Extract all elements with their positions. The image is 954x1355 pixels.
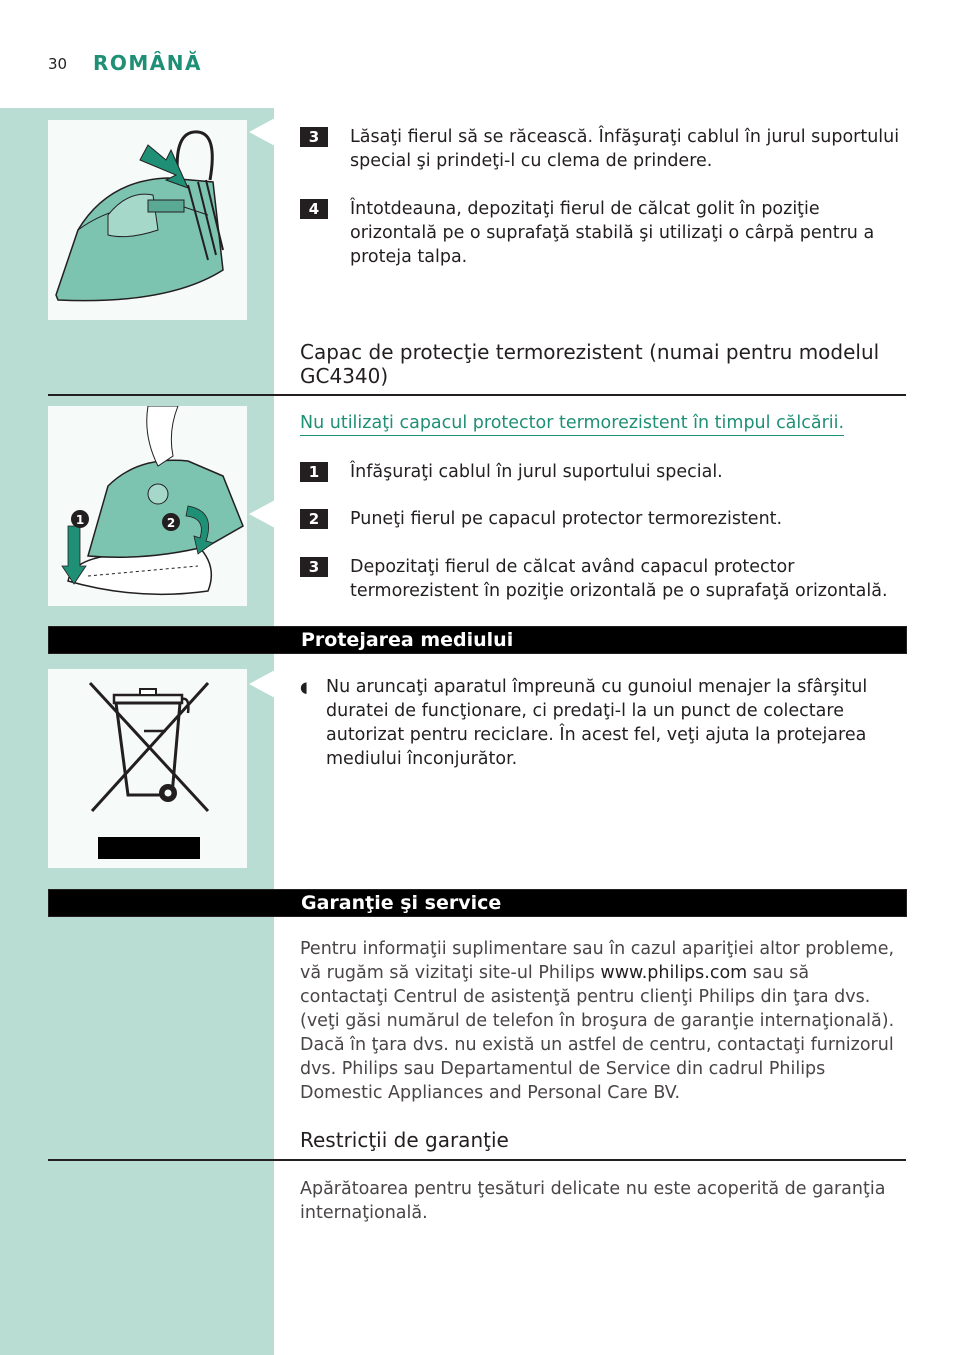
section-title: Protejarea mediului (301, 629, 514, 651)
step-text: Înfăşuraţi cablul în jurul suportului special. (350, 462, 723, 482)
figure-pointer (249, 670, 275, 698)
heading-rule (48, 1159, 906, 1161)
philips-website-link[interactable]: www.philips.com (600, 963, 748, 983)
subheading-restrictions: Restricţii de garanţie (300, 1128, 509, 1152)
page-number: 30 (48, 55, 68, 73)
heading-rule (48, 394, 906, 396)
figure-marker: 1 (75, 513, 85, 527)
section-bar-environment (48, 626, 907, 654)
iron-cord-illustration (48, 120, 247, 320)
iron-cover-illustration (48, 406, 247, 606)
figure-marker: 2 (166, 516, 176, 530)
step-number: 3 (300, 557, 328, 577)
step-text: Întotdeauna, depozitaţi fierul de călcat golit în poziţie orizontală pe o suprafaţă stabilă şi utilizaţi o cârpă pentru a proteja talpa. (350, 199, 875, 267)
language-title: ROMÂNĂ (93, 51, 202, 75)
step-number: 2 (300, 509, 328, 529)
paragraph-text: sau să contactaţi Centrul de asistenţă pentru clienţi Philips din ţara dvs. (veţi găsi numărul de telefon în broşura de garanţie internaţională). Dacă în ţara dvs. nu există un astfel de centru, contactaţi furnizorul dvs. Philips sau Departamentul de Service din cadrul Philips Domestic Appliances and Personal Care BV. (300, 963, 895, 1103)
restriction-text: Apărătoarea pentru ţesături delicate nu este acoperită de garanţia internaţională. (300, 1179, 886, 1223)
figure-pointer (249, 118, 275, 146)
warranty-paragraph (300, 937, 900, 1105)
section-title: Garanţie şi service (301, 892, 502, 914)
figure-iron-cord-wrap (48, 120, 247, 320)
figure-iron-cover (48, 406, 247, 606)
figure-pointer (249, 500, 275, 528)
warning-text: Nu utilizaţi capacul protector termorezistent în timpul călcării. (300, 411, 844, 436)
step-text: Lăsaţi fierul să se răcească. Înfăşuraţi cablul în jurul suportului special şi prindeţi-l cu clema de prindere. (350, 127, 900, 171)
bullet-marker: ◖ (300, 678, 308, 696)
section-bar-warranty (48, 889, 907, 917)
paragraph-text: Pentru informaţii suplimentare sau în cazul apariţiei altor probleme, vă rugăm să vizitaţi site-ul Philips (300, 939, 895, 983)
bullet-text: Nu aruncaţi aparatul împreună cu gunoiul menajer la sfârşitul duratei de funcţionare, ci predaţi-l la un punct de colectare autorizat pentru reciclare. În acest fel, veţi ajuta la protejarea mediului înconjurător. (326, 677, 868, 769)
step-text: Puneţi fierul pe capacul protector termorezistent. (350, 509, 783, 529)
section-heading: Capac de protecţie termorezistent (numai pentru modelul GC4340) (300, 340, 880, 388)
crossed-bin-icon (48, 669, 247, 868)
step-number: 4 (300, 199, 328, 219)
step-number: 3 (300, 127, 328, 147)
figure-recycle-bin (48, 669, 247, 868)
step-number: 1 (300, 462, 328, 482)
step-text: Depozitaţi fierul de călcat având capacul protector termorezistent în poziţie orizontală pe o suprafaţă orizontală. (350, 557, 888, 601)
